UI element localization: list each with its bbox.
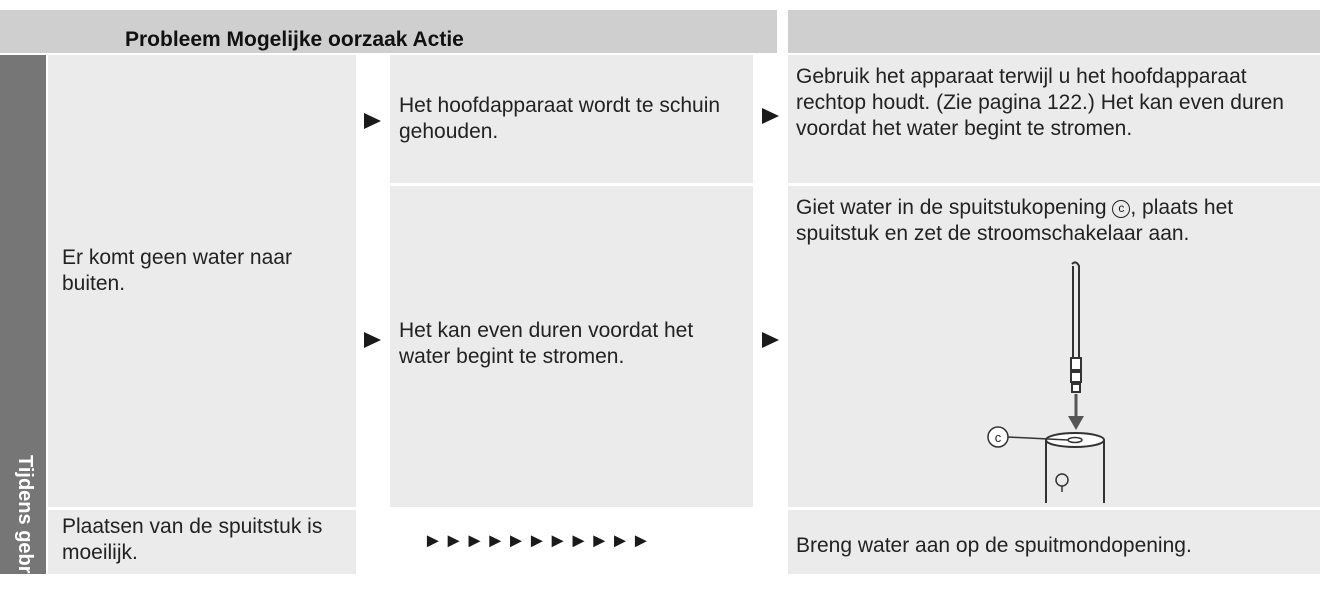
action-text-3: Breng water aan op de spuitmondopening. [796, 534, 1192, 557]
cause-arrows-row: ►►►►►►►►►►► [423, 530, 652, 552]
action-cell-2 [788, 186, 1320, 507]
table-header-text: Probleem Mogelijke oorzaak Actie [125, 28, 464, 51]
action-text-2-after: , plaats het spuitstuk en zet de stroomschakelaar aan. [796, 196, 1234, 245]
arrow-icon [762, 108, 779, 124]
arrow-icon [364, 332, 381, 348]
problem-cell-1 [48, 55, 356, 507]
problem-text-1: Er komt geen water naar buiten. [62, 246, 292, 295]
action-text-1: Gebruik het apparaat terwijl u het hoofdapparaat rechtop houdt. (Zie pagina 122.) Het kan even duren voordat het water begint te stromen. [796, 65, 1284, 140]
cause-cell-2 [390, 186, 753, 507]
action-text-2 [796, 195, 1311, 247]
action-cell-1 [788, 55, 1320, 183]
figure-label-c: c [994, 430, 1002, 445]
table-header-right [788, 10, 1320, 53]
action-cell-3 [788, 510, 1320, 574]
cause-text-1: Het hoofdapparaat wordt te schuin gehouden. [399, 94, 721, 143]
arrow-icon [364, 113, 381, 129]
problem-cell-2 [48, 510, 356, 574]
section-label: Tijdens gebruik [14, 455, 36, 602]
problem-text-2: Plaatsen van de spuitstuk is moeilijk. [62, 515, 323, 564]
section-side-bar [0, 55, 46, 602]
nozzle-insertion-illustration [976, 258, 1176, 503]
cause-cell-1 [390, 55, 753, 183]
arrow-icon [762, 332, 779, 348]
action-text-2-before: Giet water in de spuitstukopening [796, 196, 1107, 219]
cause-text-2: Het kan even duren voordat het water begint te stromen. [399, 319, 694, 368]
table-header-left [0, 10, 777, 53]
label-c-mark: c [1112, 200, 1130, 218]
